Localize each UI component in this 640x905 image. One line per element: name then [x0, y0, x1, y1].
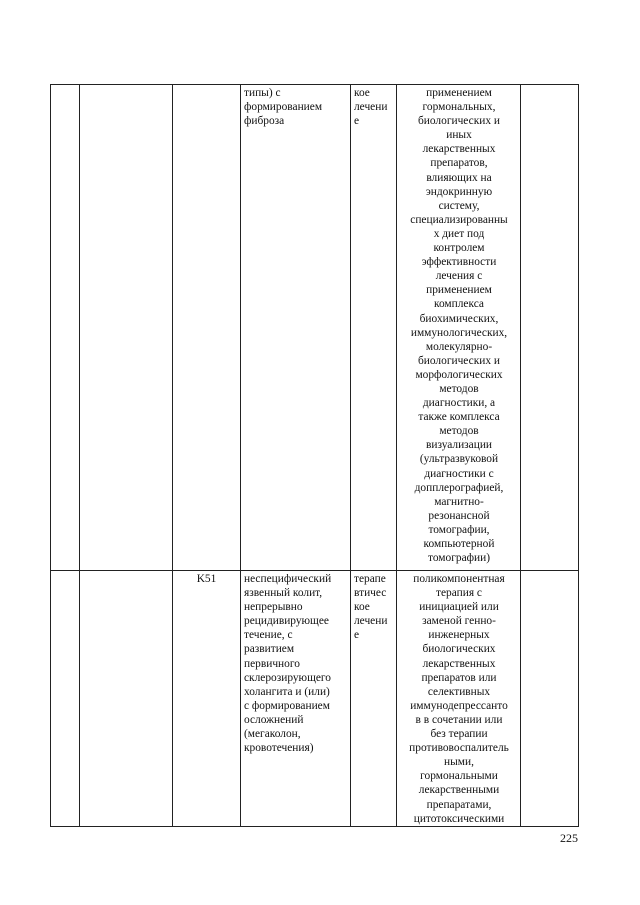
icd-code-cell: K51 — [173, 571, 241, 827]
treatment-type-cell: кое лечени е — [351, 85, 397, 571]
treatment-type-cell: терапе втичес кое лечени е — [351, 571, 397, 827]
condition-cell: типы) с формированием фиброза — [241, 85, 351, 571]
treatment-method-cell: поликомпонентная терапия с инициацией или заменой генно- инженерных биологических лекарственных препаратов или селективных иммунодепрессанто в в сочетании или без терапии противовоспалитель ными, гормональными лекарственными препаратами, цитотоксическими — [397, 571, 521, 827]
condition-cell: неспецифический язвенный колит, непрерывно рецидивирующее течение, с развитием первичного склерозирующего холангита и (или) с формированием осложнений (мегаколон, кровотечения) — [241, 571, 351, 827]
treatment-method-cell: применением гормональных, биологических и иных лекарственных препаратов, влияющих на эндокринную систему, специализированны х диет под контролем эффективности лечения с применением комплекса биохимических, иммунологических, молекулярно- биологических и морфологических методов диагностики, а также комплекса методов визуализации (ультразвуковой диагностики с допплерографией, магнитно- резонансной томографии, компьютерной томографии) — [397, 85, 521, 571]
page-number: 225 — [560, 831, 578, 845]
norm-cell — [521, 85, 579, 571]
number-cell — [51, 85, 80, 571]
medical-care-table — [50, 84, 579, 827]
table-row — [51, 571, 579, 827]
number-cell — [51, 571, 80, 827]
profile-cell — [80, 571, 173, 827]
icd-code-cell — [173, 85, 241, 571]
table-row — [51, 85, 579, 571]
profile-cell — [80, 85, 173, 571]
norm-cell — [521, 571, 579, 827]
